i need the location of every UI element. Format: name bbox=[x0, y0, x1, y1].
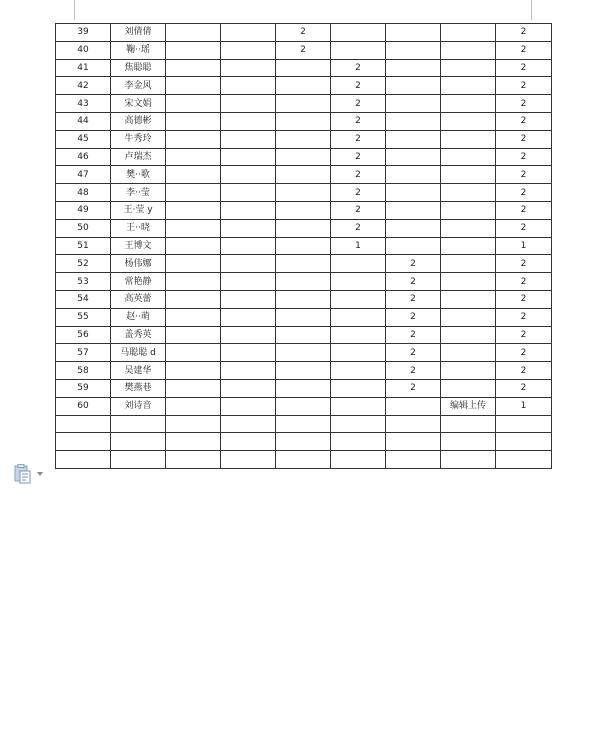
table-cell: 2 bbox=[496, 219, 552, 237]
table-row bbox=[56, 255, 552, 273]
table-cell: 马聪聪 d bbox=[111, 344, 166, 362]
table-cell bbox=[221, 362, 276, 380]
table-cell bbox=[441, 59, 496, 77]
table-cell bbox=[386, 130, 441, 148]
table-cell: 吴建华 bbox=[111, 362, 166, 380]
table-cell: 2 bbox=[331, 201, 386, 219]
table-cell bbox=[386, 397, 441, 415]
table-cell bbox=[386, 59, 441, 77]
table-cell bbox=[166, 166, 221, 184]
table-cell: 45 bbox=[56, 130, 111, 148]
table-cell bbox=[331, 41, 386, 59]
table-cell: 58 bbox=[56, 362, 111, 380]
table-cell bbox=[166, 237, 221, 255]
table-cell bbox=[386, 184, 441, 202]
table-cell bbox=[441, 112, 496, 130]
table-cell bbox=[166, 415, 221, 433]
table-cell bbox=[386, 95, 441, 113]
table-cell: 2 bbox=[331, 77, 386, 95]
table-cell: 宋文娟 bbox=[111, 95, 166, 113]
table-cell: 44 bbox=[56, 112, 111, 130]
table-cell bbox=[166, 95, 221, 113]
table-cell: 56 bbox=[56, 326, 111, 344]
table-cell: 53 bbox=[56, 273, 111, 291]
table-cell bbox=[441, 41, 496, 59]
table-cell bbox=[56, 433, 111, 451]
table-cell bbox=[221, 130, 276, 148]
table-cell bbox=[386, 433, 441, 451]
table-cell: 编辑上传 bbox=[441, 397, 496, 415]
table-cell: 54 bbox=[56, 290, 111, 308]
table-cell bbox=[166, 184, 221, 202]
table-cell bbox=[386, 77, 441, 95]
table-cell: 60 bbox=[56, 397, 111, 415]
table-row bbox=[56, 308, 552, 326]
table-cell: 卢瑞杰 bbox=[111, 148, 166, 166]
table-cell bbox=[331, 273, 386, 291]
table-cell bbox=[276, 112, 331, 130]
table-cell bbox=[276, 326, 331, 344]
table-cell bbox=[166, 41, 221, 59]
table-cell bbox=[441, 130, 496, 148]
table-cell bbox=[331, 24, 386, 42]
table-cell bbox=[166, 255, 221, 273]
table-cell: 常艳静 bbox=[111, 273, 166, 291]
table-cell: 牛秀玲 bbox=[111, 130, 166, 148]
table-cell bbox=[441, 326, 496, 344]
table-row bbox=[56, 59, 552, 77]
table-cell bbox=[276, 308, 331, 326]
table-cell bbox=[496, 433, 552, 451]
table-cell bbox=[221, 379, 276, 397]
table-cell bbox=[166, 326, 221, 344]
table-cell bbox=[166, 112, 221, 130]
table-cell bbox=[276, 255, 331, 273]
table-cell: 46 bbox=[56, 148, 111, 166]
table-cell: 刘倩倩 bbox=[111, 24, 166, 42]
table-cell: 55 bbox=[56, 308, 111, 326]
table-row bbox=[56, 362, 552, 380]
table-cell bbox=[386, 415, 441, 433]
table-cell bbox=[166, 24, 221, 42]
table-cell bbox=[276, 237, 331, 255]
table-cell bbox=[386, 237, 441, 255]
table-cell: 2 bbox=[386, 273, 441, 291]
table-row bbox=[56, 77, 552, 95]
table-cell: 39 bbox=[56, 24, 111, 42]
table-row bbox=[56, 451, 552, 469]
table-cell bbox=[331, 344, 386, 362]
table-cell: 杨伟娜 bbox=[111, 255, 166, 273]
table-cell bbox=[221, 219, 276, 237]
table-cell bbox=[221, 433, 276, 451]
table-row bbox=[56, 184, 552, 202]
table-cell: 2 bbox=[331, 184, 386, 202]
table-cell: 51 bbox=[56, 237, 111, 255]
table-cell bbox=[386, 166, 441, 184]
table-cell bbox=[111, 433, 166, 451]
table-cell: 48 bbox=[56, 184, 111, 202]
table-cell: 樊燕巷 bbox=[111, 379, 166, 397]
table-cell bbox=[276, 433, 331, 451]
table-cell bbox=[276, 362, 331, 380]
table-cell: 40 bbox=[56, 41, 111, 59]
table-cell bbox=[166, 201, 221, 219]
table-cell: 2 bbox=[496, 201, 552, 219]
table-cell bbox=[166, 379, 221, 397]
paste-options-icon bbox=[14, 464, 44, 486]
table-row bbox=[56, 237, 552, 255]
table-row bbox=[56, 379, 552, 397]
table-cell bbox=[331, 397, 386, 415]
table-cell bbox=[386, 41, 441, 59]
table-cell bbox=[221, 290, 276, 308]
table-cell: 2 bbox=[496, 148, 552, 166]
table-cell: 59 bbox=[56, 379, 111, 397]
table-cell bbox=[276, 184, 331, 202]
table-cell: 50 bbox=[56, 219, 111, 237]
table-cell: 2 bbox=[496, 59, 552, 77]
table-cell: 焦聪聪 bbox=[111, 59, 166, 77]
table-cell bbox=[221, 77, 276, 95]
table-cell bbox=[221, 344, 276, 362]
table-cell bbox=[111, 451, 166, 469]
table-cell bbox=[221, 397, 276, 415]
table-row bbox=[56, 290, 552, 308]
table-row bbox=[56, 273, 552, 291]
table-cell bbox=[166, 59, 221, 77]
table-cell: 2 bbox=[386, 344, 441, 362]
table-cell bbox=[276, 451, 331, 469]
table-cell bbox=[441, 237, 496, 255]
table-cell: 樊··歌 bbox=[111, 166, 166, 184]
table-cell bbox=[276, 219, 331, 237]
table-cell: 2 bbox=[386, 379, 441, 397]
table-cell bbox=[276, 290, 331, 308]
table-cell: 2 bbox=[276, 41, 331, 59]
table-cell bbox=[276, 415, 331, 433]
table-cell bbox=[441, 415, 496, 433]
table-cell bbox=[331, 433, 386, 451]
table-cell bbox=[276, 77, 331, 95]
table-cell bbox=[276, 166, 331, 184]
table-cell: 47 bbox=[56, 166, 111, 184]
table-cell bbox=[221, 184, 276, 202]
table-cell: 高英蕾 bbox=[111, 290, 166, 308]
table-cell bbox=[441, 255, 496, 273]
table-cell bbox=[166, 148, 221, 166]
table-cell bbox=[221, 273, 276, 291]
table-cell: 2 bbox=[331, 130, 386, 148]
table-row bbox=[56, 148, 552, 166]
table-cell bbox=[441, 379, 496, 397]
table-cell: 2 bbox=[496, 308, 552, 326]
table-cell bbox=[166, 219, 221, 237]
table-cell bbox=[441, 77, 496, 95]
table-cell: 42 bbox=[56, 77, 111, 95]
table-cell bbox=[496, 415, 552, 433]
table-cell bbox=[386, 148, 441, 166]
table-cell bbox=[166, 433, 221, 451]
table-cell bbox=[441, 308, 496, 326]
table-cell bbox=[331, 255, 386, 273]
table-cell: 2 bbox=[496, 130, 552, 148]
roster-table bbox=[55, 23, 552, 469]
table-cell: 2 bbox=[496, 255, 552, 273]
table-cell bbox=[221, 95, 276, 113]
table-cell: 2 bbox=[386, 308, 441, 326]
table-cell bbox=[111, 415, 166, 433]
crop-mark-right bbox=[531, 0, 532, 20]
table-cell: 57 bbox=[56, 344, 111, 362]
table-cell: 49 bbox=[56, 201, 111, 219]
table-row bbox=[56, 95, 552, 113]
table-cell: 王·莹 y bbox=[111, 201, 166, 219]
table-cell bbox=[331, 326, 386, 344]
table-cell bbox=[386, 24, 441, 42]
table-cell: 1 bbox=[496, 397, 552, 415]
table-cell bbox=[441, 273, 496, 291]
table-cell: 2 bbox=[386, 362, 441, 380]
table-cell: 2 bbox=[496, 41, 552, 59]
table-cell: 2 bbox=[386, 255, 441, 273]
table-cell bbox=[56, 415, 111, 433]
table-cell: 2 bbox=[496, 326, 552, 344]
table-cell bbox=[221, 24, 276, 42]
table-cell bbox=[276, 130, 331, 148]
table-cell: 2 bbox=[496, 77, 552, 95]
table-cell bbox=[221, 112, 276, 130]
table-cell: 盖秀英 bbox=[111, 326, 166, 344]
table-cell: 52 bbox=[56, 255, 111, 273]
table-row bbox=[56, 326, 552, 344]
table-cell: 2 bbox=[331, 112, 386, 130]
table-cell: 高德彬 bbox=[111, 112, 166, 130]
table-cell bbox=[441, 148, 496, 166]
table-cell: 2 bbox=[496, 290, 552, 308]
table-cell bbox=[331, 379, 386, 397]
table-row bbox=[56, 397, 552, 415]
table-cell bbox=[221, 237, 276, 255]
table-cell bbox=[441, 201, 496, 219]
table-row bbox=[56, 201, 552, 219]
table-cell: 2 bbox=[331, 166, 386, 184]
table-cell: 2 bbox=[386, 326, 441, 344]
table-cell: 刘诗音 bbox=[111, 397, 166, 415]
table-cell bbox=[441, 362, 496, 380]
table-cell: 2 bbox=[276, 24, 331, 42]
table-cell bbox=[441, 219, 496, 237]
table-cell: 李··莹 bbox=[111, 184, 166, 202]
table-cell: 2 bbox=[496, 273, 552, 291]
table-cell: 2 bbox=[496, 112, 552, 130]
table-cell bbox=[386, 201, 441, 219]
table-cell bbox=[166, 77, 221, 95]
table-cell: 2 bbox=[331, 148, 386, 166]
table-row bbox=[56, 433, 552, 451]
table-cell: 2 bbox=[331, 59, 386, 77]
table-cell bbox=[276, 59, 331, 77]
table-cell bbox=[221, 41, 276, 59]
table-cell bbox=[331, 415, 386, 433]
table-cell bbox=[276, 397, 331, 415]
table-row bbox=[56, 24, 552, 42]
table-cell bbox=[386, 112, 441, 130]
paste-options-button[interactable] bbox=[14, 464, 44, 486]
table-cell bbox=[386, 451, 441, 469]
table-row bbox=[56, 41, 552, 59]
table-cell bbox=[386, 219, 441, 237]
table-cell: 2 bbox=[496, 344, 552, 362]
table-cell: 1 bbox=[331, 237, 386, 255]
table-cell bbox=[221, 308, 276, 326]
table-cell: 2 bbox=[496, 184, 552, 202]
table-cell bbox=[166, 344, 221, 362]
table-row bbox=[56, 344, 552, 362]
table-cell: 赵··萌 bbox=[111, 308, 166, 326]
table-cell: 2 bbox=[496, 24, 552, 42]
table-cell bbox=[441, 433, 496, 451]
table-cell bbox=[276, 273, 331, 291]
table-cell bbox=[166, 308, 221, 326]
table-cell: 李金风 bbox=[111, 77, 166, 95]
table-cell: 43 bbox=[56, 95, 111, 113]
table-row bbox=[56, 219, 552, 237]
table-cell: 鞠··瑶 bbox=[111, 41, 166, 59]
table-cell bbox=[56, 451, 111, 469]
table-row bbox=[56, 130, 552, 148]
table-cell bbox=[221, 255, 276, 273]
table-cell bbox=[166, 397, 221, 415]
table-cell bbox=[276, 201, 331, 219]
table-cell bbox=[441, 290, 496, 308]
table-cell: 2 bbox=[331, 95, 386, 113]
table-cell: 2 bbox=[496, 95, 552, 113]
table-cell bbox=[221, 415, 276, 433]
table-cell bbox=[441, 184, 496, 202]
table-cell bbox=[331, 362, 386, 380]
table-row bbox=[56, 112, 552, 130]
table-row bbox=[56, 166, 552, 184]
table-cell: 2 bbox=[496, 166, 552, 184]
table-cell bbox=[441, 166, 496, 184]
table-cell bbox=[276, 344, 331, 362]
table-cell bbox=[221, 59, 276, 77]
table-cell bbox=[166, 273, 221, 291]
table-cell: 1 bbox=[496, 237, 552, 255]
table-cell bbox=[166, 362, 221, 380]
table-cell bbox=[276, 379, 331, 397]
table-cell: 2 bbox=[331, 219, 386, 237]
table-cell bbox=[276, 148, 331, 166]
table-cell bbox=[441, 24, 496, 42]
table-cell bbox=[496, 451, 552, 469]
table-cell bbox=[441, 451, 496, 469]
table-cell bbox=[221, 326, 276, 344]
table-cell bbox=[221, 201, 276, 219]
table-cell bbox=[166, 451, 221, 469]
table-cell bbox=[166, 130, 221, 148]
table-cell bbox=[221, 451, 276, 469]
table-cell bbox=[221, 166, 276, 184]
table-cell bbox=[331, 308, 386, 326]
table-cell: 2 bbox=[496, 362, 552, 380]
table-cell bbox=[441, 95, 496, 113]
table-cell bbox=[166, 290, 221, 308]
table-cell: 2 bbox=[386, 290, 441, 308]
table-row bbox=[56, 415, 552, 433]
table-cell bbox=[276, 95, 331, 113]
table-cell: 王··晓 bbox=[111, 219, 166, 237]
table-cell bbox=[331, 290, 386, 308]
table-cell: 王博文 bbox=[111, 237, 166, 255]
table-cell: 2 bbox=[496, 379, 552, 397]
table-cell bbox=[331, 451, 386, 469]
table-cell bbox=[441, 344, 496, 362]
crop-mark-left bbox=[74, 0, 75, 20]
table-cell bbox=[221, 148, 276, 166]
table-cell: 41 bbox=[56, 59, 111, 77]
